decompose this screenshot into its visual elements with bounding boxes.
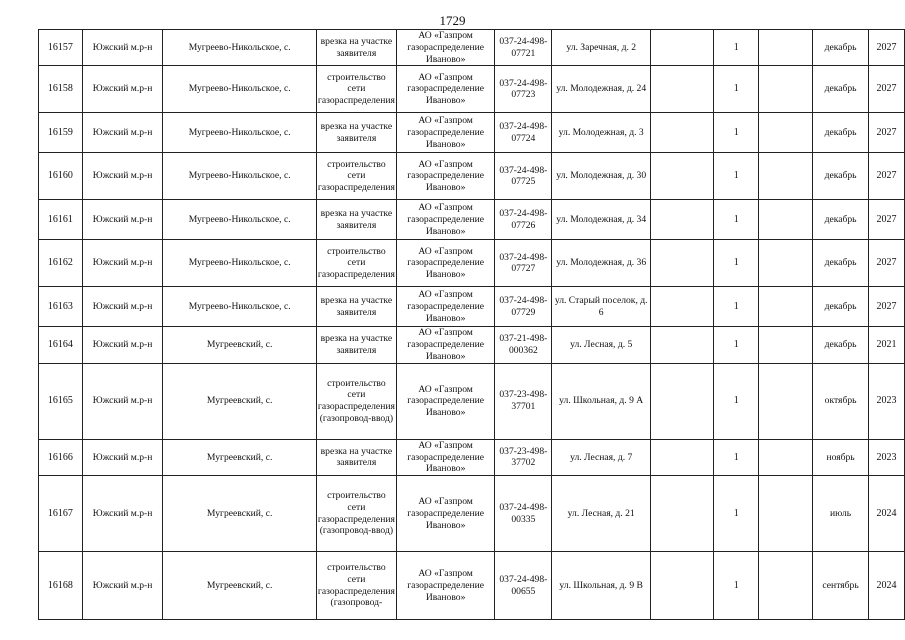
month-cell: декабрь xyxy=(813,240,869,287)
settlement-cell: Мугреево-Никольское, с. xyxy=(163,30,317,66)
empty-cell xyxy=(759,66,813,113)
settlement-cell: Мугреевский, с. xyxy=(163,439,317,475)
district-cell: Южский м.р-н xyxy=(82,476,163,552)
year-cell: 2024 xyxy=(868,552,904,620)
row-number-cell: 16157 xyxy=(39,30,83,66)
settlement-cell: Мугреево-Никольское, с. xyxy=(163,113,317,153)
table-row xyxy=(39,476,905,552)
settlement-cell: Мугреево-Никольское, с. xyxy=(163,287,317,327)
year-cell: 2027 xyxy=(868,30,904,66)
empty-cell xyxy=(759,476,813,552)
month-cell: декабрь xyxy=(813,66,869,113)
year-cell: 2023 xyxy=(868,439,904,475)
district-cell: Южский м.р-н xyxy=(82,30,163,66)
address-cell: ул. Молодежная, д. 34 xyxy=(552,200,651,240)
address-cell: ул. Молодежная, д. 24 xyxy=(552,66,651,113)
table-row xyxy=(39,153,905,200)
empty-cell xyxy=(759,113,813,153)
empty-cell xyxy=(651,200,714,240)
district-cell: Южский м.р-н xyxy=(82,439,163,475)
empty-cell xyxy=(759,200,813,240)
empty-cell xyxy=(759,240,813,287)
settlement-cell: Мугреево-Никольское, с. xyxy=(163,240,317,287)
empty-cell xyxy=(651,476,714,552)
row-number-cell: 16159 xyxy=(39,113,83,153)
district-cell: Южский м.р-н xyxy=(82,200,163,240)
gasification-registry-table xyxy=(38,29,905,620)
district-cell: Южский м.р-н xyxy=(82,153,163,200)
work-type-cell: строительство сети газораспределения (газопровод-ввод) xyxy=(316,476,396,552)
quantity-cell: 1 xyxy=(714,113,759,153)
settlement-cell: Мугреево-Никольское, с. xyxy=(163,66,317,113)
quantity-cell: 1 xyxy=(714,363,759,439)
month-cell: декабрь xyxy=(813,153,869,200)
month-cell: декабрь xyxy=(813,327,869,363)
object-id-cell: 037-23-498-37701 xyxy=(495,363,552,439)
object-id-cell: 037-23-498-37702 xyxy=(495,439,552,475)
row-number-cell: 16161 xyxy=(39,200,83,240)
row-number-cell: 16168 xyxy=(39,552,83,620)
district-cell: Южский м.р-н xyxy=(82,552,163,620)
empty-cell xyxy=(759,327,813,363)
month-cell: декабрь xyxy=(813,287,869,327)
district-cell: Южский м.р-н xyxy=(82,113,163,153)
settlement-cell: Мугреево-Никольское, с. xyxy=(163,200,317,240)
table-row xyxy=(39,287,905,327)
work-type-cell: строительство сети газораспределения xyxy=(316,153,396,200)
quantity-cell: 1 xyxy=(714,66,759,113)
address-cell: ул. Школьная, д. 9 В xyxy=(552,552,651,620)
table-row xyxy=(39,552,905,620)
work-type-cell: врезка на участке заявителя xyxy=(316,113,396,153)
district-cell: Южский м.р-н xyxy=(82,363,163,439)
registry-body xyxy=(39,30,905,620)
empty-cell xyxy=(759,287,813,327)
empty-cell xyxy=(651,240,714,287)
table-row xyxy=(39,66,905,113)
quantity-cell: 1 xyxy=(714,240,759,287)
year-cell: 2027 xyxy=(868,113,904,153)
empty-cell xyxy=(759,552,813,620)
year-cell: 2027 xyxy=(868,200,904,240)
row-number-cell: 16166 xyxy=(39,439,83,475)
object-id-cell: 037-24-498-00335 xyxy=(495,476,552,552)
table-row xyxy=(39,327,905,363)
year-cell: 2027 xyxy=(868,153,904,200)
organization-cell: АО «Газпром газораспределение Иваново» xyxy=(396,153,495,200)
work-type-cell: врезка на участке заявителя xyxy=(316,327,396,363)
object-id-cell: 037-21-498-000362 xyxy=(495,327,552,363)
empty-cell xyxy=(651,363,714,439)
settlement-cell: Мугреевский, с. xyxy=(163,552,317,620)
address-cell: ул. Лесная, д. 21 xyxy=(552,476,651,552)
month-cell: ноябрь xyxy=(813,439,869,475)
settlement-cell: Мугреевский, с. xyxy=(163,327,317,363)
settlement-cell: Мугреевский, с. xyxy=(163,363,317,439)
settlement-cell: Мугреевский, с. xyxy=(163,476,317,552)
year-cell: 2024 xyxy=(868,476,904,552)
work-type-cell: врезка на участке заявителя xyxy=(316,439,396,475)
month-cell: декабрь xyxy=(813,113,869,153)
page-number: 1729 xyxy=(439,13,466,28)
address-cell: ул. Старый поселок, д. 6 xyxy=(552,287,651,327)
row-number-cell: 16164 xyxy=(39,327,83,363)
table-row xyxy=(39,200,905,240)
year-cell: 2023 xyxy=(868,363,904,439)
object-id-cell: 037-24-498-07724 xyxy=(495,113,552,153)
month-cell: сентябрь xyxy=(813,552,869,620)
row-number-cell: 16167 xyxy=(39,476,83,552)
work-type-cell: строительство сети газораспределения (газопровод- xyxy=(316,552,396,620)
work-type-cell: строительство сети газораспределения (газопровод-ввод) xyxy=(316,363,396,439)
row-number-cell: 16165 xyxy=(39,363,83,439)
organization-cell: АО «Газпром газораспределение Иваново» xyxy=(396,113,495,153)
quantity-cell: 1 xyxy=(714,439,759,475)
organization-cell: АО «Газпром газораспределение Иваново» xyxy=(396,240,495,287)
empty-cell xyxy=(651,30,714,66)
month-cell: июль xyxy=(813,476,869,552)
empty-cell xyxy=(759,30,813,66)
address-cell: ул. Лесная, д. 7 xyxy=(552,439,651,475)
month-cell: декабрь xyxy=(813,30,869,66)
empty-cell xyxy=(759,363,813,439)
year-cell: 2027 xyxy=(868,287,904,327)
row-number-cell: 16158 xyxy=(39,66,83,113)
district-cell: Южский м.р-н xyxy=(82,287,163,327)
object-id-cell: 037-24-498-07729 xyxy=(495,287,552,327)
organization-cell: АО «Газпром газораспределение Иваново» xyxy=(396,200,495,240)
organization-cell: АО «Газпром газораспределение Иваново» xyxy=(396,363,495,439)
empty-cell xyxy=(651,327,714,363)
quantity-cell: 1 xyxy=(714,327,759,363)
organization-cell: АО «Газпром газораспределение Иваново» xyxy=(396,30,495,66)
year-cell: 2021 xyxy=(868,327,904,363)
organization-cell: АО «Газпром газораспределение Иваново» xyxy=(396,552,495,620)
organization-cell: АО «Газпром газораспределение Иваново» xyxy=(396,476,495,552)
address-cell: ул. Заречная, д. 2 xyxy=(552,30,651,66)
quantity-cell: 1 xyxy=(714,476,759,552)
organization-cell: АО «Газпром газораспределение Иваново» xyxy=(396,439,495,475)
table-row xyxy=(39,30,905,66)
table-row xyxy=(39,240,905,287)
work-type-cell: врезка на участке заявителя xyxy=(316,200,396,240)
empty-cell xyxy=(759,439,813,475)
quantity-cell: 1 xyxy=(714,200,759,240)
district-cell: Южский м.р-н xyxy=(82,327,163,363)
table-row xyxy=(39,439,905,475)
row-number-cell: 16162 xyxy=(39,240,83,287)
row-number-cell: 16163 xyxy=(39,287,83,327)
empty-cell xyxy=(651,66,714,113)
object-id-cell: 037-24-498-07723 xyxy=(495,66,552,113)
quantity-cell: 1 xyxy=(714,552,759,620)
address-cell: ул. Молодежная, д. 36 xyxy=(552,240,651,287)
empty-cell xyxy=(651,113,714,153)
empty-cell xyxy=(759,153,813,200)
year-cell: 2027 xyxy=(868,240,904,287)
district-cell: Южский м.р-н xyxy=(82,66,163,113)
work-type-cell: врезка на участке заявителя xyxy=(316,30,396,66)
row-number-cell: 16160 xyxy=(39,153,83,200)
settlement-cell: Мугреево-Никольское, с. xyxy=(163,153,317,200)
address-cell: ул. Школьная, д. 9 А xyxy=(552,363,651,439)
object-id-cell: 037-24-498-07725 xyxy=(495,153,552,200)
district-cell: Южский м.р-н xyxy=(82,240,163,287)
table-row xyxy=(39,363,905,439)
object-id-cell: 037-24-498-00655 xyxy=(495,552,552,620)
month-cell: октябрь xyxy=(813,363,869,439)
month-cell: декабрь xyxy=(813,200,869,240)
work-type-cell: строительство сети газораспределения xyxy=(316,66,396,113)
empty-cell xyxy=(651,552,714,620)
address-cell: ул. Молодежная, д. 30 xyxy=(552,153,651,200)
quantity-cell: 1 xyxy=(714,287,759,327)
table-row xyxy=(39,113,905,153)
empty-cell xyxy=(651,439,714,475)
address-cell: ул. Лесная, д. 5 xyxy=(552,327,651,363)
empty-cell xyxy=(651,153,714,200)
object-id-cell: 037-24-498-07726 xyxy=(495,200,552,240)
work-type-cell: врезка на участке заявителя xyxy=(316,287,396,327)
organization-cell: АО «Газпром газораспределение Иваново» xyxy=(396,327,495,363)
object-id-cell: 037-24-498-07727 xyxy=(495,240,552,287)
object-id-cell: 037-24-498-07721 xyxy=(495,30,552,66)
organization-cell: АО «Газпром газораспределение Иваново» xyxy=(396,287,495,327)
address-cell: ул. Молодежная, д. 3 xyxy=(552,113,651,153)
year-cell: 2027 xyxy=(868,66,904,113)
organization-cell: АО «Газпром газораспределение Иваново» xyxy=(396,66,495,113)
quantity-cell: 1 xyxy=(714,30,759,66)
work-type-cell: строительство сети газораспределения xyxy=(316,240,396,287)
quantity-cell: 1 xyxy=(714,153,759,200)
empty-cell xyxy=(651,287,714,327)
